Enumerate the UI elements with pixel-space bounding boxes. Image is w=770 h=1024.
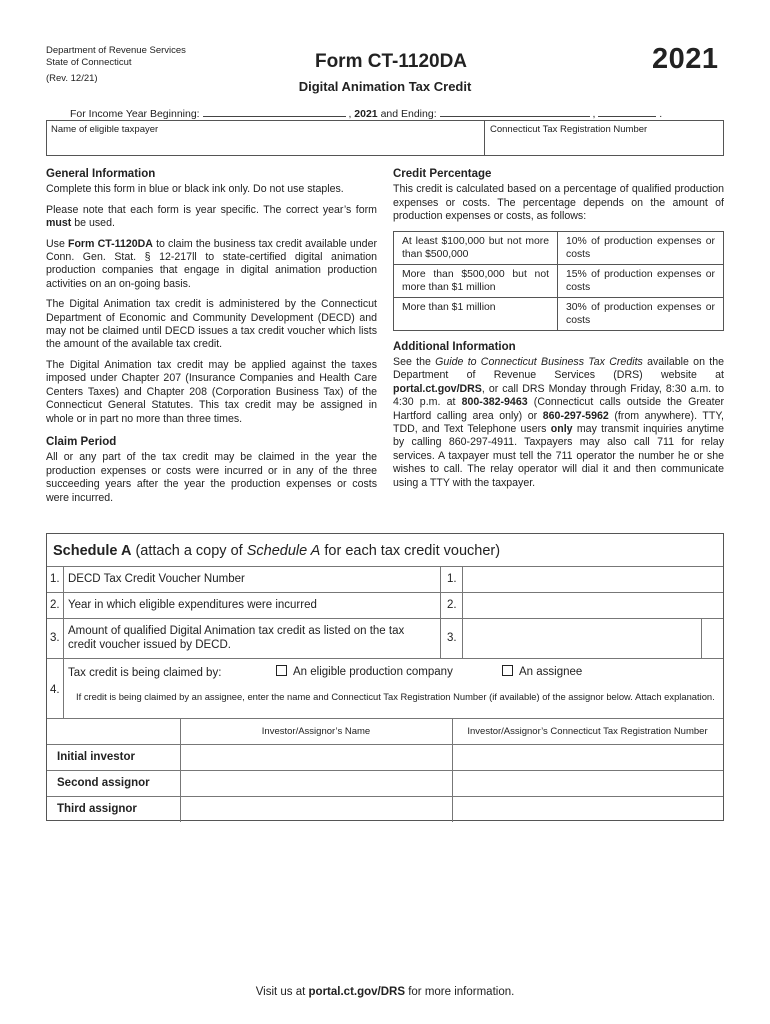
drs-link[interactable]: portal.ct.gov/DRS [393, 382, 482, 395]
additional-info-heading: Additional Information [393, 340, 516, 353]
line-label: Amount of qualified Digital Animation tax credit as listed on the tax credit voucher issued by DECD. [68, 625, 405, 651]
taxpayer-reg-field[interactable] [487, 135, 723, 155]
schedule-a [46, 533, 724, 821]
assignee-note: If credit is being claimed by an assignee, enter the name and Connecticut Tax Registration Number (if available) of the assignor below. Attach explanation. [76, 691, 715, 702]
credit-percentage-table [393, 231, 724, 331]
range-cell: More than $500,000 but not more than $1 million [394, 264, 558, 297]
revision-date: (Rev. 12/21) [46, 73, 98, 84]
footer: Visit us at portal.ct.gov/DRS for more information. [255, 986, 515, 998]
range-cell: At least $100,000 but not more than $500,000 [394, 231, 558, 264]
general-info-p3: Use Form CT-1120DA to claim the business tax credit available under Conn. Gen. Stat. § 12-217ll to state-certified digital animation production companies that engage in digital animation production activities on an on-going basis. [46, 237, 377, 290]
second-assignor-name-field[interactable] [181, 771, 451, 797]
schedule-line-3 [47, 618, 723, 659]
party-label: Initial investor [57, 751, 135, 763]
form-subtitle: Digital Animation Tax Credit [298, 79, 472, 94]
party-row-third-assignor [47, 796, 723, 822]
option-production-company[interactable]: An eligible production company [276, 665, 453, 719]
income-year-ending-year-field[interactable] [598, 105, 656, 117]
schedule-a-title: Schedule A (attach a copy of Schedule A for each tax credit voucher) [53, 543, 501, 559]
credit-percentage-text: This credit is calculated based on a percentage of qualified production expenses or costs. The percentage depends on the amount of production expenses or costs, as follows: [393, 183, 724, 223]
income-year-ending-field[interactable] [440, 105, 590, 117]
percent-cell: 15% of production expenses or costs [558, 264, 724, 297]
left-column [46, 168, 377, 512]
line-ref: 3. [447, 632, 457, 644]
second-assignor-reg-field[interactable] [453, 771, 723, 797]
table-row [394, 264, 724, 297]
percent-cell: 10% of production expenses or costs [558, 231, 724, 264]
taxpayer-name-label: Name of eligible taxpayer [51, 124, 159, 135]
option-assignee[interactable]: An assignee [502, 665, 582, 719]
general-info-p4: The Digital Animation tax credit is administered by the Connecticut Department of Economic and Community Development (DECD) and may not be claimed until DECD issues a tax credit voucher which lists the amount of the available tax credit. [46, 298, 377, 351]
line-number: 2. [50, 599, 60, 611]
taxpayer-name-field[interactable] [48, 135, 482, 155]
schedule-line-4 [47, 658, 723, 719]
line-label: DECD Tax Credit Voucher Number [68, 573, 245, 585]
drs-phone-2: 860-297-5962 [542, 409, 609, 422]
table-row [394, 231, 724, 264]
expenditure-year-field[interactable] [463, 593, 723, 619]
line-number: 3. [50, 632, 60, 644]
percent-cell: 30% of production expenses or costs [558, 297, 724, 330]
general-info-heading: General Information [46, 168, 156, 180]
line-ref: 1. [447, 573, 457, 585]
general-info-p2: Please note that each form is year specific. The correct year’s form must be used. [46, 203, 377, 230]
income-year-beginning-field[interactable] [203, 105, 346, 117]
initial-investor-reg-field[interactable] [453, 745, 723, 771]
taxpayer-reg-label: Connecticut Tax Registration Number [490, 124, 648, 135]
party-row-second-assignor [47, 770, 723, 797]
claim-period-heading: Claim Period [46, 435, 117, 448]
party-row-initial-investor [47, 744, 723, 771]
checkbox-production-company[interactable] [276, 665, 287, 676]
claimed-by-label: Tax credit is being claimed by: [68, 667, 222, 679]
income-year-beginning-label: For Income Year Beginning: [70, 108, 200, 120]
checkbox-assignee[interactable] [502, 665, 513, 676]
additional-info-text: See the Guide to Connecticut Business Tax Credits available on the Department of Revenue Services (DRS) website at portal.ct.gov/DRS, or call DRS Monday through Friday, 8:30 a.m. to 4:30 p.m. at 800-382-9463 (Connecticut calls outside the Greater Hartford calling area only) or 860-297-5962 (from anywhere). TTY, TDD, and Text Telephone users only may transmit inquiries anytime by calling 860-297-4911. Taxpayers may also call 711 for relay services. A taxpayer must tell the 711 operator the number he or she wishes to call. The relay operator will dial it and then communicate using a TTY with the taxpayer. [393, 356, 725, 489]
line-number: 4. [50, 684, 60, 696]
general-info-p5: The Digital Animation tax credit may be applied against the taxes imposed under Chapter 207 (Insurance Companies and Health Care Centers Taxes) and Chapter 208 (Corporation Business Tax) of the Connecticut General Statutes. This tax credit may be assigned in whole or in part no more than three times. [46, 358, 377, 425]
tax-year: 2021 [652, 43, 719, 75]
state-name: State of Connecticut [46, 57, 132, 68]
line-number: 1. [50, 573, 60, 585]
voucher-number-field[interactable] [463, 567, 723, 593]
general-info-p1: Complete this form in blue or black ink only. Do not use staples. [46, 183, 344, 196]
line-ref: 2. [447, 599, 457, 611]
initial-investor-name-field[interactable] [181, 745, 451, 771]
third-assignor-reg-field[interactable] [453, 797, 723, 822]
credit-amount-field[interactable] [463, 619, 701, 659]
income-year-value: 2021 [354, 108, 378, 120]
right-column [393, 168, 724, 497]
form-title: Form CT-1120DA [314, 51, 468, 72]
credit-amount-cents-field[interactable] [702, 619, 723, 659]
line-label: Year in which eligible expenditures were incurred [68, 599, 317, 611]
party-label: Second assignor [57, 777, 150, 789]
department-name: Department of Revenue Services [46, 45, 186, 56]
table-row [394, 297, 724, 330]
schedule-line-1 [47, 566, 723, 593]
col-reg-header: Investor/Assignor’s Connecticut Tax Registration Number [467, 726, 708, 737]
col-name-header: Investor/Assignor’s Name [261, 726, 371, 737]
schedule-line-2 [47, 592, 723, 619]
claim-period-text: All or any part of the tax credit may be claimed in the year the production expenses or costs were incurred or in any of the three succeeding years after the year the production expenses or costs were incurred. [46, 451, 377, 504]
credit-percentage-heading: Credit Percentage [393, 168, 492, 180]
parties-header-row [47, 718, 723, 745]
income-year-ending-label: and Ending: [380, 108, 437, 120]
income-year-line: For Income Year Beginning: , 2021 and Ending: , . [70, 105, 662, 120]
footer-link[interactable]: portal.ct.gov/DRS [308, 986, 406, 998]
range-cell: More than $1 million [394, 297, 558, 330]
taxpayer-box [46, 120, 724, 156]
drs-phone-1: 800-382-9463 [461, 396, 528, 409]
party-label: Third assignor [57, 803, 137, 815]
third-assignor-name-field[interactable] [181, 797, 451, 822]
